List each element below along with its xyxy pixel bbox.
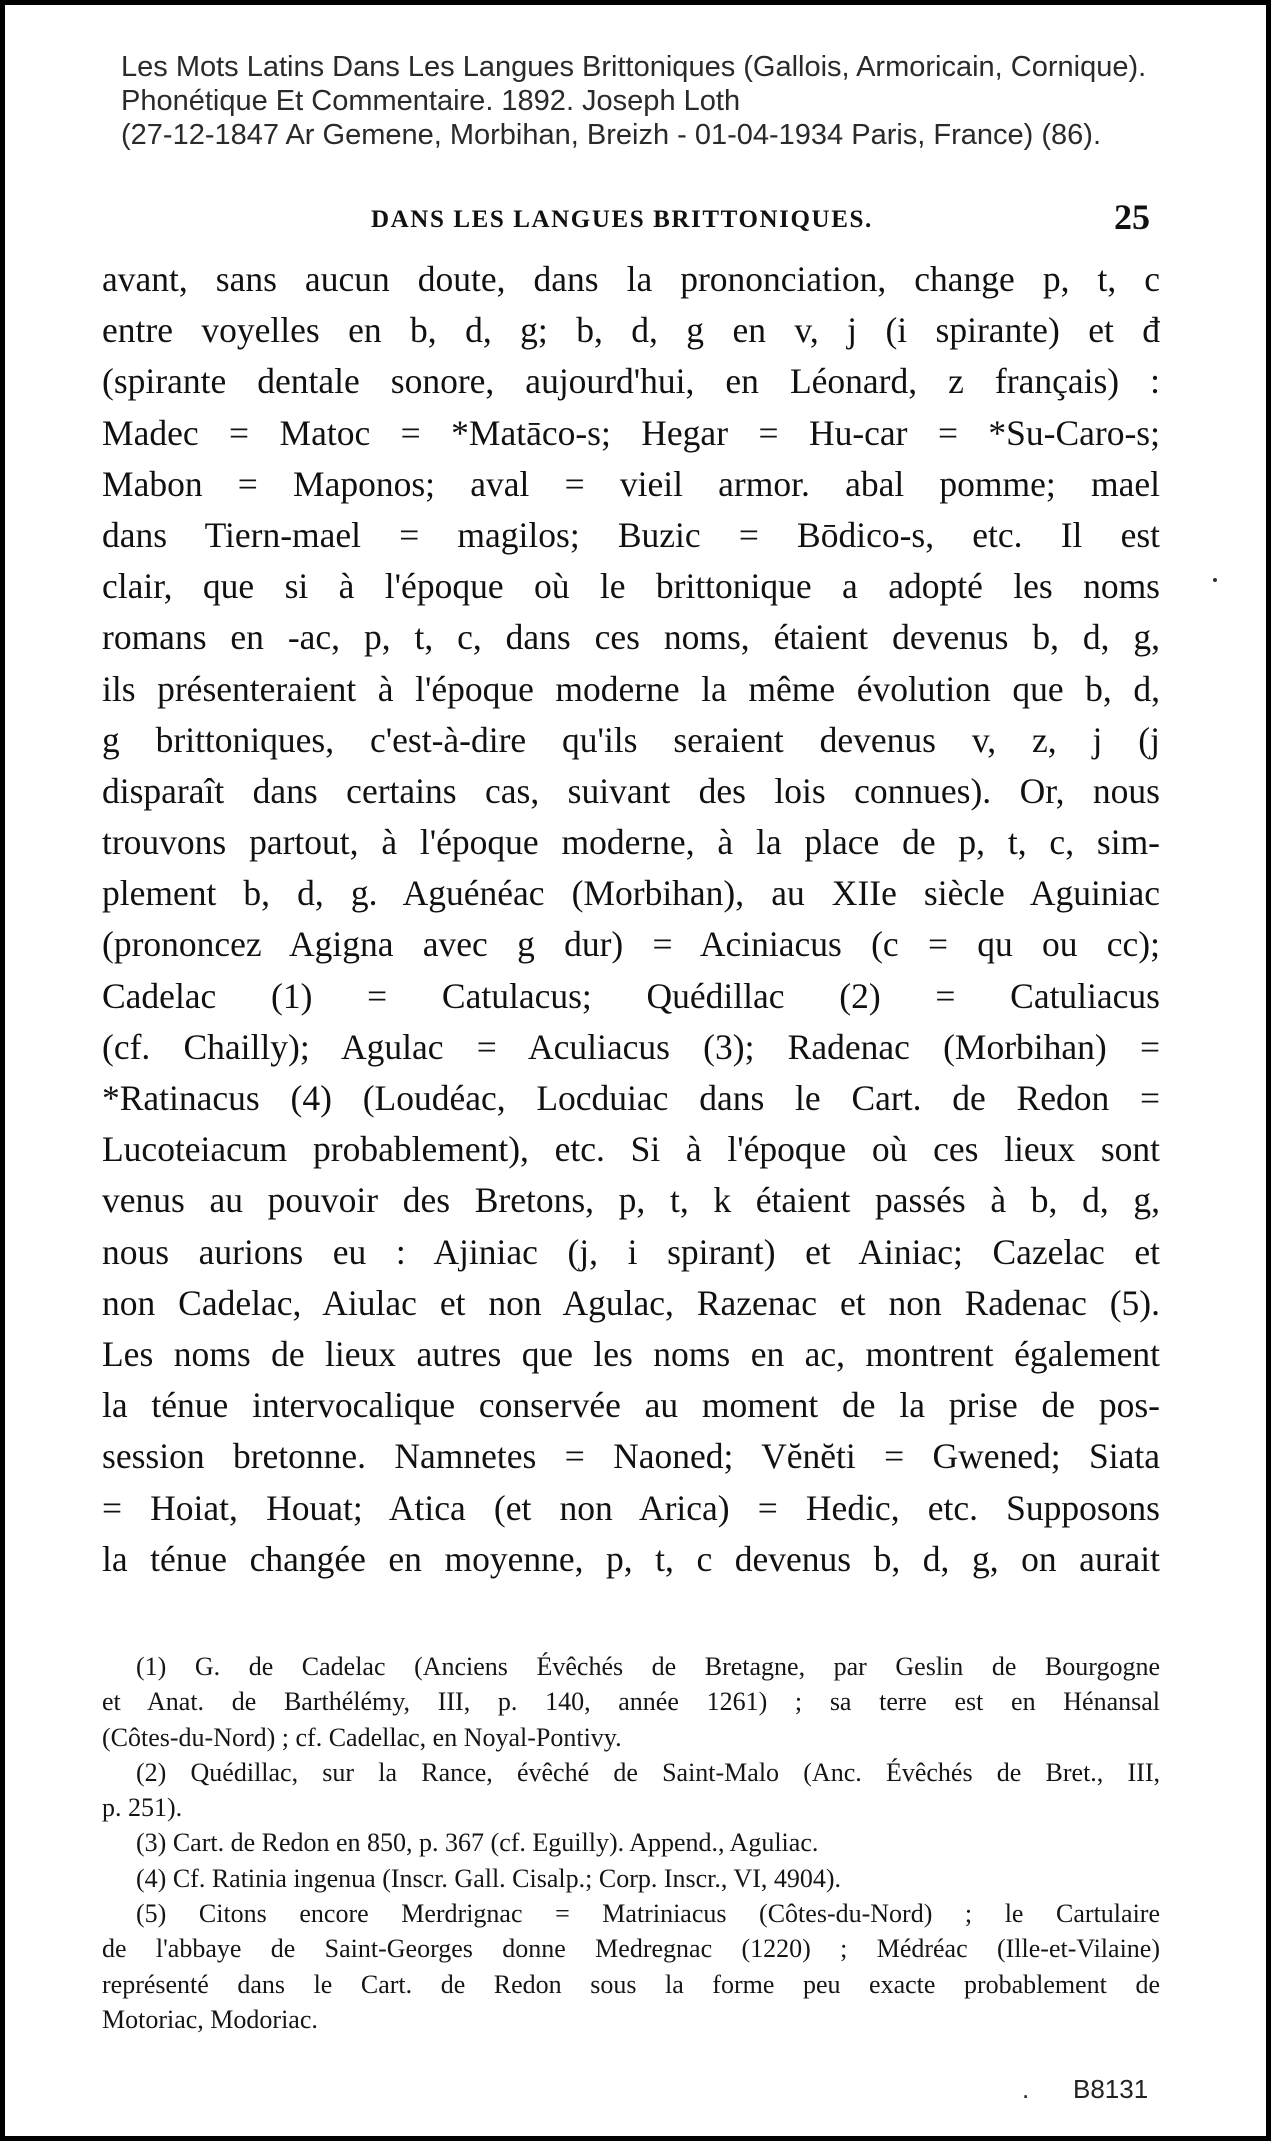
body-line: disparaît dans certains cas, suivant des lois connues). Or, nous xyxy=(102,770,1160,811)
body-line: (spirante dentale sonore, aujourd'hui, en Léonard, z français) : xyxy=(102,361,1160,402)
source-citation xyxy=(121,50,1201,152)
footnote-line: p. 251). xyxy=(102,1793,183,1823)
body-line: Cadelac (1) = Catulacus; Quédillac (2) = Catuliacus xyxy=(102,975,1160,1016)
catalog-id: B8131 xyxy=(1073,2074,1149,2104)
body-line: Mabon = Maponos; aval = vieil armor. abal pomme; mael xyxy=(102,463,1160,504)
body-line: la ténue intervocalique conservée au moment de la prise de pos- xyxy=(102,1385,1160,1426)
footnote-line: (4) Cf. Ratinia ingenua (Inscr. Gall. Cisalp.; Corp. Inscr., VI, 4904). xyxy=(136,1863,842,1893)
body-line: ils présenteraient à l'époque moderne la même évolution que b, d, xyxy=(102,668,1160,709)
footnote-line: (1) G. de Cadelac (Anciens Évêchés de Bretagne, par Geslin de Bourgogne xyxy=(136,1652,1160,1681)
body-line: g brittoniques, c'est-à-dire qu'ils seraient devenus v, z, j (j xyxy=(102,719,1160,760)
body-line: session bretonne. Namnetes = Naoned; Vĕnĕti = Gwened; Siata xyxy=(102,1436,1160,1477)
body-line: (prononcez Agigna avec g dur) = Aciniacus (c = qu ou cc); xyxy=(102,924,1160,965)
body-line: Lucoteiacum probablement), etc. Si à l'époque où ces lieux sont xyxy=(102,1129,1160,1170)
running-title: DANS LES LANGUES BRITTONIQUES. xyxy=(371,206,873,233)
body-line: venus au pouvoir des Bretons, p, t, k étaient passés à b, d, g, xyxy=(102,1180,1160,1221)
body-line: entre voyelles en b, d, g; b, d, g en v, j (i spirante) et đ xyxy=(102,310,1160,351)
body-line: dans Tiern-mael = magilos; Buzic = Bōdico-s, etc. Il est xyxy=(102,514,1160,555)
source-citation-line-3: (27-12-1847 Ar Gemene, Morbihan, Breizh - 01-04-1934 Paris, France) (86). xyxy=(121,119,1102,151)
footnote-line: Motoriac, Modoriac. xyxy=(102,2004,318,2034)
body-line: (cf. Chailly); Agulac = Aculiacus (3); Radenac (Morbihan) = xyxy=(102,1026,1160,1067)
body-line: nous aurions eu : Ajiniac (j, i spirant) et Ainiac; Cazelac et xyxy=(102,1231,1160,1272)
body-line: plement b, d, g. Aguénéac (Morbihan), au XIIe siècle Aguiniac xyxy=(102,873,1160,914)
footnotes xyxy=(102,1649,1160,2037)
scan-speck xyxy=(1213,578,1217,582)
catalog-dot: . xyxy=(1022,2074,1030,2104)
source-citation-line-1: Les Mots Latins Dans Les Langues Brittoniques (Gallois, Armoricain, Cornique). xyxy=(121,51,1147,83)
footnote-line: de l'abbaye de Saint-Georges donne Medregnac (1220) ; Médréac (Ille-et-Vilaine) xyxy=(102,1934,1160,1964)
footnote-line: (3) Cart. de Redon en 850, p. 367 (cf. Eguilly). Append., Aguliac. xyxy=(136,1828,819,1858)
body-line: non Cadelac, Aiulac et non Agulac, Razenac et non Radenac (5). xyxy=(102,1282,1160,1323)
body-line: romans en -ac, p, t, c, dans ces noms, étaient devenus b, d, g, xyxy=(102,617,1160,658)
body-line: = Hoiat, Houat; Atica (et non Arica) = Hedic, etc. Supposons xyxy=(102,1487,1160,1528)
footnote-line: (Côtes-du-Nord) ; cf. Cadellac, en Noyal-Pontivy. xyxy=(102,1722,622,1752)
body-text xyxy=(102,254,1160,1585)
body-line: Madec = Matoc = *Matāco-s; Hegar = Hu-car = *Su-Caro-s; xyxy=(102,412,1160,453)
footnote-line: représenté dans le Cart. de Redon sous la forme peu exacte probablement de xyxy=(102,1969,1160,1999)
body-line: Les noms de lieux autres que les noms en ac, montrent également xyxy=(102,1333,1160,1374)
body-line: clair, que si à l'époque où le brittonique a adopté les noms xyxy=(102,566,1160,607)
footnote-line: et Anat. de Barthélémy, III, p. 140, année 1261) ; sa terre est en Hénansal xyxy=(102,1687,1160,1717)
body-line: trouvons partout, à l'époque moderne, à la place de p, t, c, sim- xyxy=(102,822,1160,863)
source-citation-line-2: Phonétique Et Commentaire. 1892. Joseph Loth xyxy=(121,85,741,117)
body-line: *Ratinacus (4) (Loudéac, Locduiac dans le Cart. de Redon = xyxy=(102,1078,1160,1118)
body-line: la ténue changée en moyenne, p, t, c devenus b, d, g, on aurait xyxy=(102,1538,1160,1579)
footnote-line: (5) Citons encore Merdrignac = Matriniacus (Côtes-du-Nord) ; le Cartulaire xyxy=(136,1899,1160,1929)
footnote-line: (2) Quédillac, sur la Rance, évêché de Saint-Malo (Anc. Évêchés de Bret., III, xyxy=(136,1757,1160,1787)
body-line: avant, sans aucun doute, dans la prononciation, change p, t, c xyxy=(102,259,1160,299)
page-number: 25 xyxy=(1114,197,1150,237)
